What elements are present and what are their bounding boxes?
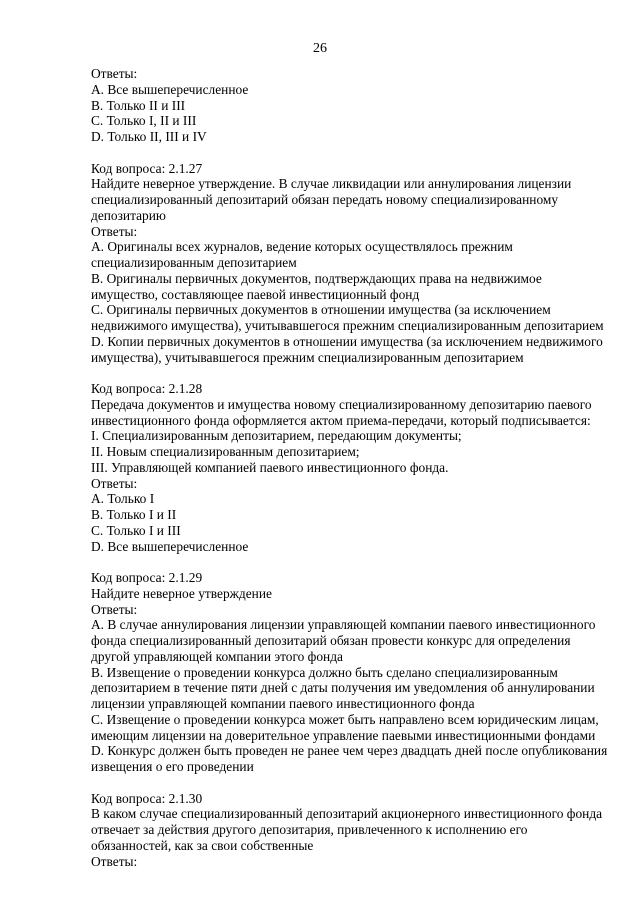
- text-line: Ответы:: [91, 601, 138, 617]
- text-line: депозитарием в течение пяти дней с даты получения им уведомления об аннулировании: [91, 680, 595, 696]
- text-line: Код вопроса: 2.1.27: [91, 160, 203, 176]
- text-line: D. Все вышеперечисленное: [91, 538, 249, 554]
- text-line: имеющим лицензии на доверительное управление паевыми инвестиционными фондами: [91, 727, 596, 743]
- block-spacer: [91, 145, 591, 161]
- text-line: A. Все вышеперечисленное: [91, 81, 249, 97]
- text-line: B. Только II и III: [91, 97, 186, 113]
- text-line: извещения о его проведении: [91, 759, 254, 774]
- text-line: Код вопроса: 2.1.29: [91, 570, 203, 585]
- text-line: III. Управляющей компанией паевого инвестиционного фонда.: [91, 459, 449, 475]
- text-line: фонда специализированный депозитарий обязан провести конкурс для определения: [91, 633, 571, 648]
- question-block-q-2-1-28: [91, 381, 591, 554]
- text-line: имущество, составляющее паевой инвестиционный фонд: [91, 286, 420, 302]
- text-line: отвечает за действия другого депозитария, привлеченного к исполнению его: [91, 822, 528, 837]
- text-line: другой управляющей компании этого фонда: [91, 648, 343, 664]
- block-spacer: [91, 554, 591, 570]
- block-spacer: [91, 365, 591, 381]
- text-line: A. В случае аннулирования лицензии управляющей компании паевого инвестиционного: [91, 617, 596, 633]
- text-line: Найдите неверное утверждение. В случае ликвидации или аннулирования лицензии: [91, 176, 572, 192]
- text-line: C. Только I, II и III: [91, 113, 197, 129]
- text-line: Передача документов и имущества новому специализированному депозитарию паевого: [91, 396, 592, 412]
- text-line: Найдите неверное утверждение: [91, 585, 272, 601]
- text-line: инвестиционного фонда оформляется актом приема-передачи, который подписывается:: [91, 412, 591, 428]
- text-line: C. Извещение о проведении конкурса может быть направлено всем юридическим лицам,: [91, 711, 599, 727]
- text-line: Ответы:: [91, 66, 138, 81]
- question-block-q-2-1-26-answers: [91, 66, 591, 145]
- text-line: D. Конкурс должен быть проведен не ранее чем через двадцать дней после опубликования: [91, 743, 608, 759]
- text-line: имущества), учитывавшегося прежним специализированным депозитарием: [91, 349, 524, 365]
- text-line: B. Оригиналы первичных документов, подтверждающих права на недвижимое: [91, 270, 542, 286]
- block-spacer: [91, 775, 591, 791]
- text-line: C. Оригиналы первичных документов в отношении имущества (за исключением: [91, 302, 551, 318]
- text-line: специализированным депозитарием: [91, 255, 297, 270]
- text-line: I. Специализированным депозитарием, передающим документы;: [91, 428, 462, 444]
- text-line: Код вопроса: 2.1.28: [91, 381, 203, 396]
- text-line: A. Только I: [91, 491, 155, 507]
- text-line: D. Только II, III и IV: [91, 129, 207, 144]
- question-block-q-2-1-30: [91, 790, 603, 870]
- text-line: обязанностей, как за свои собственные: [91, 837, 314, 853]
- text-line: депозитарию: [91, 207, 166, 223]
- page-number: 26: [313, 41, 327, 56]
- text-line: A. Оригиналы всех журналов, ведение которых осуществлялось прежним: [91, 239, 513, 255]
- text-line: Ответы:: [91, 853, 138, 869]
- text-line: лицензии управляющей компании паевого инвестиционного фонда: [91, 696, 475, 711]
- text-line: Ответы:: [91, 475, 138, 491]
- text-line: D. Копии первичных документов в отношении имущества (за исключением недвижимого: [91, 333, 603, 349]
- text-line: C. Только I и III: [91, 522, 181, 538]
- text-line: В каком случае специализированный депозитарий акционерного инвестиционного фонда: [91, 806, 603, 822]
- text-line: Ответы:: [91, 223, 138, 239]
- text-line: недвижимого имущества), учитывавшегося прежним специализированным депозитарием: [91, 318, 604, 333]
- text-line: II. Новым специализированным депозитарием;: [91, 444, 360, 459]
- text-line: Код вопроса: 2.1.30: [91, 790, 203, 806]
- question-block-q-2-1-29: [91, 570, 608, 775]
- text-line: B. Только I и II: [91, 507, 177, 522]
- text-line: B. Извещение о проведении конкурса должно быть сделано специализированным: [91, 664, 558, 680]
- question-block-q-2-1-27: [91, 160, 604, 366]
- document-body: [91, 66, 608, 869]
- text-line: специализированный депозитарий обязан передать новому специализированному: [91, 192, 559, 207]
